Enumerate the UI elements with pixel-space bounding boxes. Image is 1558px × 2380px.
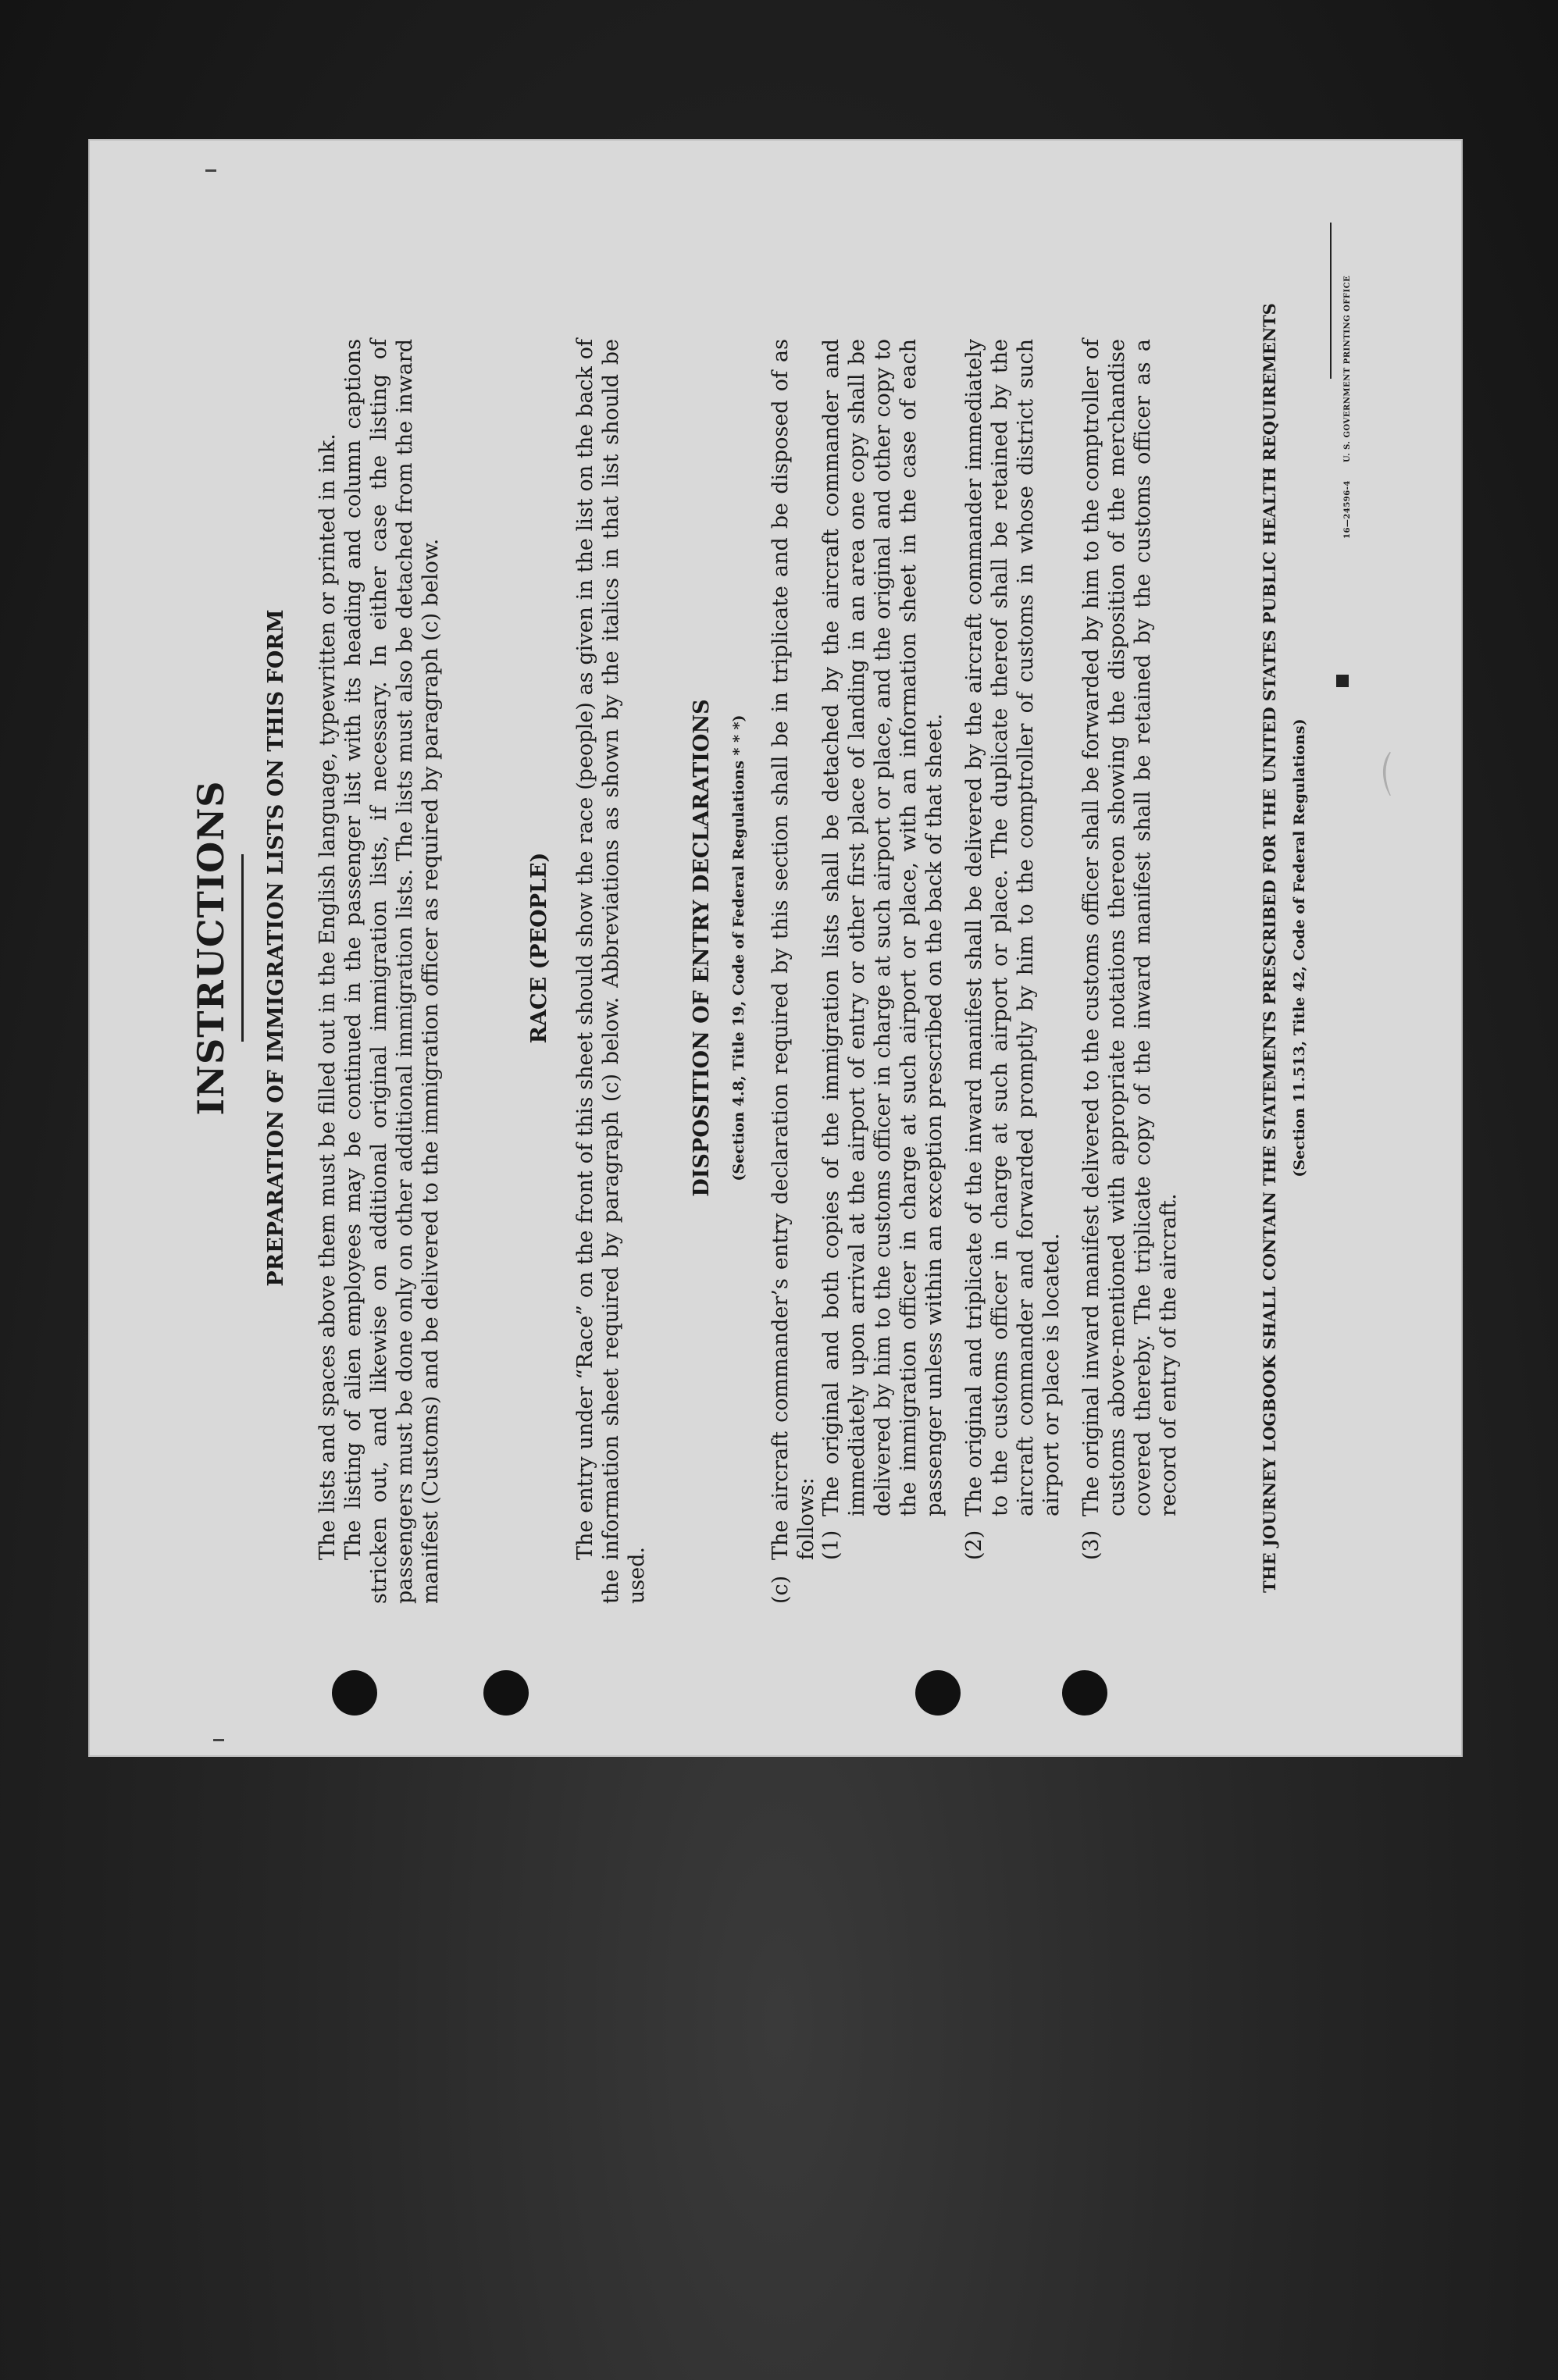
faint-stamp: ⌒ bbox=[1379, 758, 1432, 804]
preparation-paragraph-2: The listing of alien employees may be continued in the passenger list with its heading and column captions stricken out, and likewise on additional original immigration lists, if necessary. In either case the listing of passengers must be done only on other additional immigration lists. The lists must also be detached from the inward manifest (Customs) and be delivered to the immigration officer as required by paragraph (c) below. bbox=[341, 339, 443, 1604]
item-text: The original and both copies of the immigration lists shall be detached by the aircraft commander and immediately upon arrival at the airport of entry or other first place of landing in an area one copy shall be delivered by him to the customs officer in charge at such airport or place, and the original and other copy to the immigration officer in charge at such airport or place, with an information sheet in the case of each passenger unless within an exception prescribed on the back of that sheet. bbox=[819, 339, 947, 1516]
item-text: The original inward manifest delivered to the customs officer shall be forwarded by him to the comptroller of customs above-mentioned with appropriate notations thereon showing the disposition of the merchandise covered thereby. The triplicate copy of the inward manifest shall be retained by the customs officer as a record of entry of the aircraft. bbox=[1079, 339, 1181, 1516]
race-paragraph: The entry under “Race” on the front of this sheet should show the race (people) as given in the list on the back of the information sheet required by paragraph (c) below. Abbreviations as shown by the italics in that list should be used. bbox=[573, 339, 649, 1604]
disposition-item bbox=[818, 339, 947, 1560]
paragraph-c-text: The aircraft commander’s entry declaration required by this section shall be in triplicate and be disposed of as follows: bbox=[768, 339, 818, 1560]
printer-line bbox=[1338, 164, 1353, 539]
paragraph-c-label: (c) bbox=[768, 1575, 793, 1604]
scan-tick bbox=[205, 169, 216, 172]
form-number: 16—24596-4 bbox=[1343, 480, 1352, 539]
printer-name: U. S. GOVERNMENT PRINTING OFFICE bbox=[1343, 275, 1352, 463]
punch-hole bbox=[483, 1670, 529, 1716]
disposition-item bbox=[1078, 339, 1182, 1560]
disposition-citation: (Section 4.8, Title 19, Code of Federal Regulations * * *) bbox=[730, 714, 747, 1181]
printer-mark bbox=[1336, 675, 1349, 687]
scan-tick bbox=[213, 1739, 224, 1741]
preparation-text bbox=[315, 339, 444, 1604]
document-page bbox=[88, 139, 1463, 1757]
title-rule bbox=[241, 854, 244, 1042]
footer-statement: THE JOURNEY LOGBOOK SHALL CONTAIN THE STATEMENTS PRESCRIBED FOR THE UNITED STATES PUBLIC HEALTH REQUIREMENTS bbox=[1260, 303, 1279, 1593]
disposition-heading: DISPOSITION OF ENTRY DECLARATIONS bbox=[690, 699, 714, 1197]
race-text bbox=[572, 339, 650, 1604]
disposition-item bbox=[961, 339, 1064, 1560]
item-text: The original and triplicate of the inward manifest shall be delivered by the aircraft commander immediately to the customs officer in charge at such airport or place. The duplicate thereof shall be retained by the aircraft commander and forwarded promptly by him to the comptroller of customs in whose district such airport or place is located. bbox=[962, 339, 1064, 1516]
item-number: (1) bbox=[819, 1530, 843, 1560]
page-title: INSTRUCTIONS bbox=[190, 780, 232, 1116]
punch-hole bbox=[332, 1670, 377, 1716]
preparation-paragraph-1: The lists and spaces above them must be filled out in the English language, typewritten or printed in ink. bbox=[316, 433, 340, 1560]
punch-hole bbox=[1062, 1670, 1107, 1716]
printer-rule bbox=[1330, 223, 1332, 379]
punch-hole bbox=[915, 1670, 961, 1716]
item-number: (3) bbox=[1079, 1530, 1103, 1560]
paragraph-c bbox=[768, 339, 819, 1604]
preparation-heading: PREPARATION OF IMMIGRATION LISTS ON THIS FORM bbox=[264, 609, 288, 1287]
disposition-items bbox=[818, 339, 1182, 1560]
footer-citation: (Section 11.513, Title 42, Code of Federal Regulations) bbox=[1291, 718, 1308, 1178]
item-number: (2) bbox=[962, 1530, 986, 1560]
race-heading: RACE (PEOPLE) bbox=[527, 852, 551, 1044]
rotated-page-content bbox=[88, 139, 1463, 1757]
